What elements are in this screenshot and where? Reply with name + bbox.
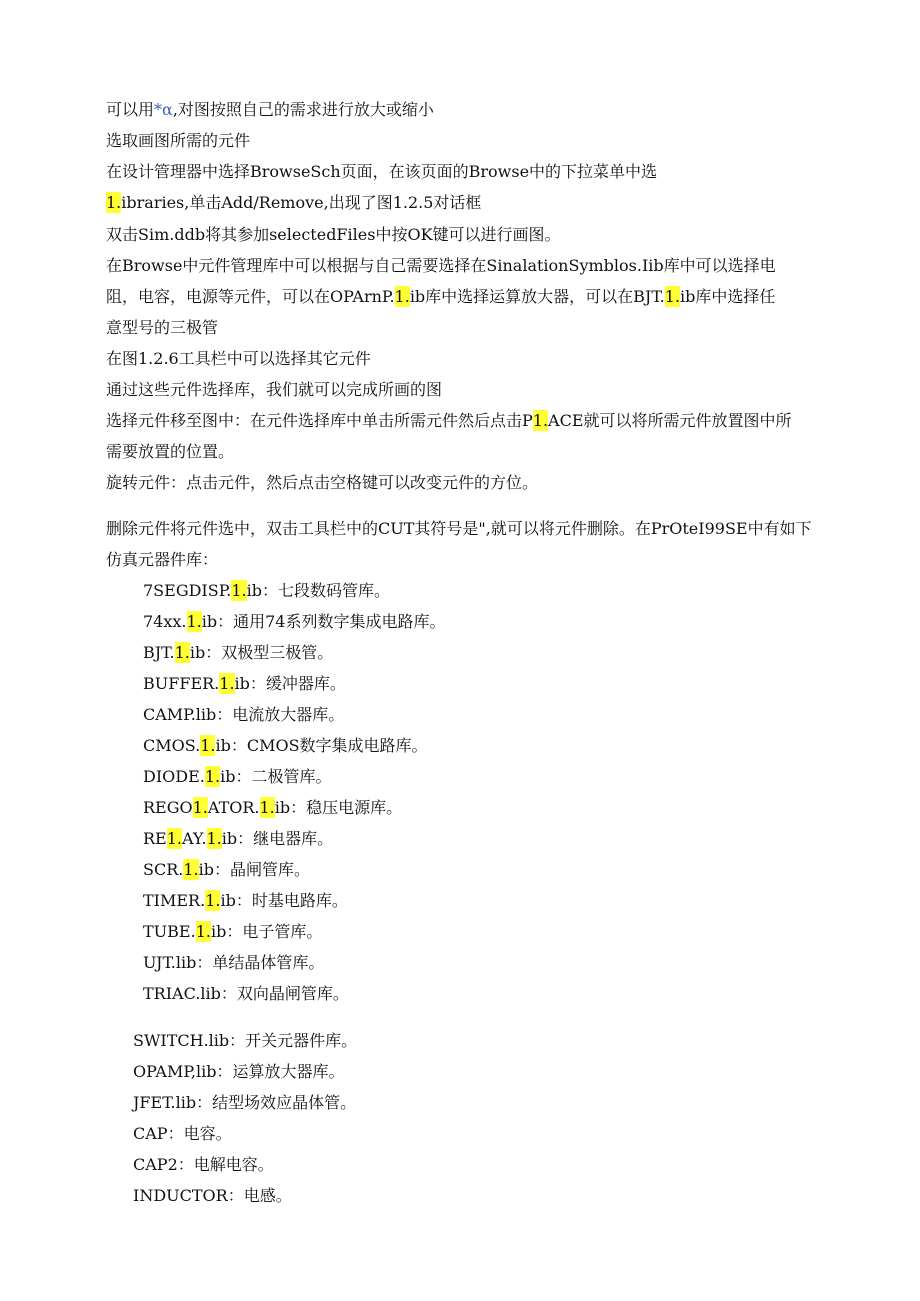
list-item: TIMER.1.ib：时基电路库。: [143, 891, 348, 910]
list-item: RE1.AY.1.ib：继电器库。: [143, 829, 334, 848]
highlight-mark: 1.: [219, 674, 235, 693]
list-item: 74xx.1.ib：通用74系列数字集成电路库。: [143, 612, 446, 631]
highlight-mark: 1.: [195, 922, 211, 941]
highlight-mark: 1.: [206, 829, 222, 848]
para-libraries: [106, 193, 481, 213]
highlight-mark: 1.: [200, 736, 216, 755]
text: 选择元件移至图中：在元件选择库中单击所需元件然后点击P: [106, 411, 533, 430]
text: 可以用: [106, 100, 155, 119]
list-item: INDUCTOR：电感。: [133, 1186, 292, 1205]
para-zoom: [106, 100, 434, 120]
list-item: UJT.lib：单结晶体管库。: [143, 953, 325, 972]
text: ib库中选择任: [680, 287, 776, 306]
para-rotate: 旋转元件：点击元件，然后点击空格键可以改变元件的方位。: [106, 473, 539, 492]
para-sim-ddb: 双击Sim.ddb将其参加selectedFiles中按OK键可以进行画图。: [106, 225, 561, 244]
highlight-mark: 1.: [166, 829, 182, 848]
list-item: CMOS.1.ib：CMOS数字集成电路库。: [143, 736, 428, 755]
highlight-mark: 1.: [394, 287, 410, 306]
para-opamp-bjt: [106, 287, 775, 307]
para-toolbar: 在图1.2.6工具栏中可以选择其它元件: [106, 349, 371, 368]
list-item: DIODE.1.ib：二极管库。: [143, 767, 332, 786]
list-item: CAP：电容。: [133, 1124, 232, 1143]
highlight-mark: 1.: [259, 798, 275, 817]
para-transistor: 意型号的三极管: [106, 318, 219, 337]
text: ibraries,单击Add/Remove,出现了图1.2.5对话框: [121, 193, 482, 212]
para-delete: 删除元件将元件选中，双击工具栏中的CUT其符号是",就可以将元件删除。在PrOteI99SE中有如下: [106, 519, 812, 538]
zoom-symbol: *α: [154, 100, 173, 119]
list-item: BJT.1.ib：双极型三极管。: [143, 643, 334, 662]
para-sim-libs: 仿真元器件库：: [106, 550, 219, 569]
highlight-mark: 1.: [231, 581, 247, 600]
text: 阻，电容，电源等元件，可以在OPArnP.: [106, 287, 395, 306]
list-item: CAMP.lib：电流放大器库。: [143, 705, 345, 724]
text: ACE就可以将所需元件放置图中所: [548, 411, 792, 430]
list-item: JFET.lib：结型场效应晶体管。: [133, 1093, 357, 1112]
text: ,对图按照自己的需求进行放大或缩小: [172, 100, 434, 119]
list-item: SWITCH.lib：开关元器件库。: [133, 1031, 358, 1050]
highlight-mark: 1.: [204, 767, 221, 786]
list-item: TUBE.1.ib：电子管库。: [143, 922, 323, 941]
para-place: [106, 411, 792, 431]
list-item: BUFFER.1.ib：缓冲器库。: [143, 674, 346, 693]
list-item: TRIAC.lib：双向晶闸管库。: [143, 984, 349, 1003]
list-item: SCR.1.ib：晶闸管库。: [143, 860, 310, 879]
text: ib库中选择运算放大器，可以在BJT.: [409, 287, 665, 306]
list-item: CAP2：电解电容。: [133, 1155, 274, 1174]
highlight-mark: 1.: [192, 798, 208, 817]
para-browse-lib: 在Browse中元件管理库中可以根据与自己需要选择在SinalationSymblos.Iib库中可以选择电: [106, 256, 776, 275]
highlight-mark: 1.: [186, 612, 202, 631]
highlight-mark: 1.: [174, 643, 190, 662]
highlight-mark: 1.: [664, 287, 681, 306]
para-select-components: 选取画图所需的元件: [106, 131, 251, 150]
list-item: REGO1.ATOR.1.ib：稳压电源库。: [143, 798, 403, 817]
highlight-mark: 1.: [183, 860, 199, 879]
para-browse-sch: 在设计管理器中选择BrowseSch页面，在该页面的Browse中的下拉菜单中选: [106, 162, 658, 181]
highlight-mark: 1.: [106, 193, 122, 212]
para-position: 需要放置的位置。: [106, 442, 235, 461]
highlight-mark: 1.: [532, 411, 549, 430]
highlight-mark: 1.: [205, 891, 221, 910]
para-complete: 通过这些元件选择库，我们就可以完成所画的图: [106, 380, 443, 399]
list-item: OPAMP,lib：运算放大器库。: [133, 1062, 345, 1081]
list-item: 7SEGDISP.1.ib：七段数码管库。: [143, 581, 390, 600]
